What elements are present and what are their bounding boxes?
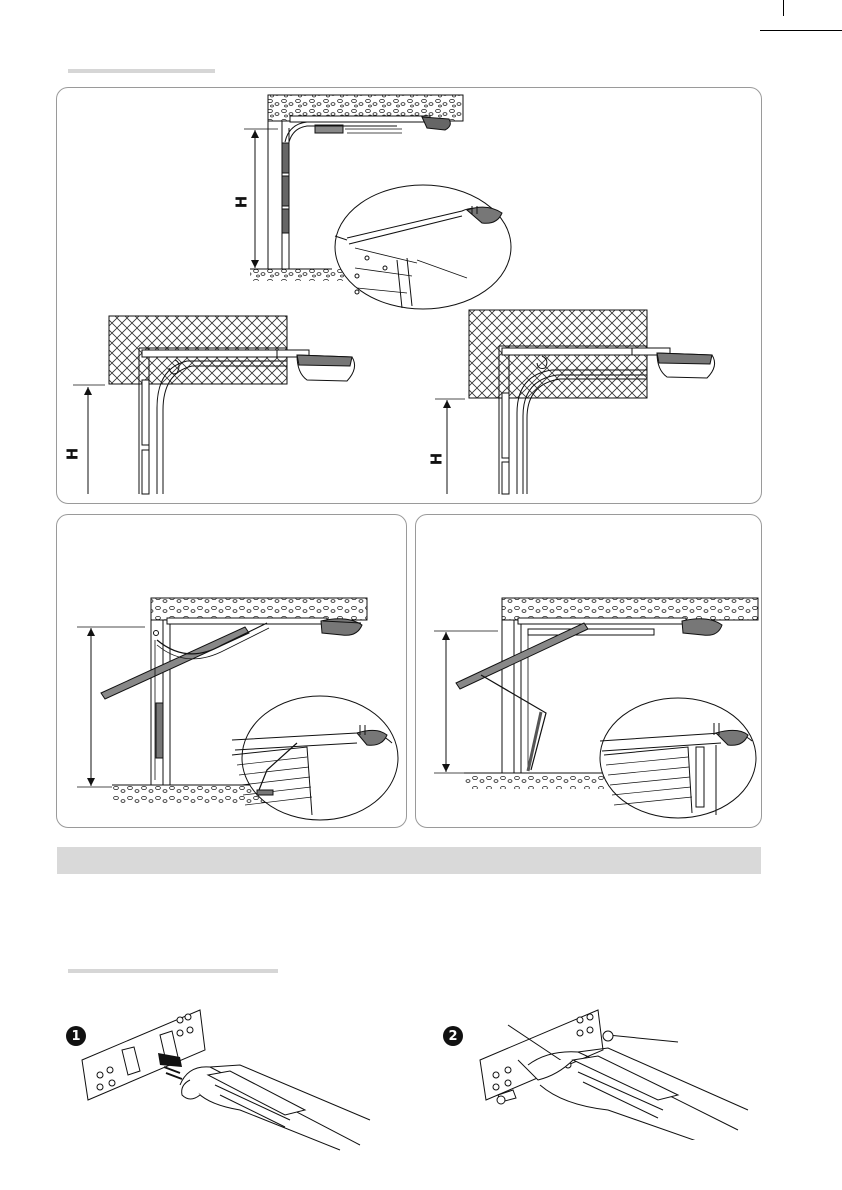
panel-up-and-over-spring <box>415 514 762 828</box>
height-label-bottom-left: H <box>63 447 82 461</box>
height-label-top: H <box>232 195 251 209</box>
crop-mark-horizontal <box>760 30 842 31</box>
panel-installation-heights <box>56 87 762 504</box>
diagram-sectional-door-variants <box>57 88 761 503</box>
illustration-step-1-bracket-attach <box>70 995 390 1155</box>
illustration-step-2-bracket-secured <box>468 980 788 1140</box>
step-badge-2: 2 <box>443 1026 463 1046</box>
height-label-bottom-right: H <box>427 452 446 466</box>
crop-mark-vertical <box>783 0 784 16</box>
diagram-up-and-over-door-spring <box>416 515 761 827</box>
panel-up-and-over-counterweight <box>56 514 407 828</box>
section-rule-top <box>68 69 215 73</box>
section-rule-lower <box>68 969 278 973</box>
step-badge-1: 1 <box>66 1026 86 1046</box>
section-heading-band <box>57 847 761 874</box>
diagram-up-and-over-door <box>57 515 406 827</box>
